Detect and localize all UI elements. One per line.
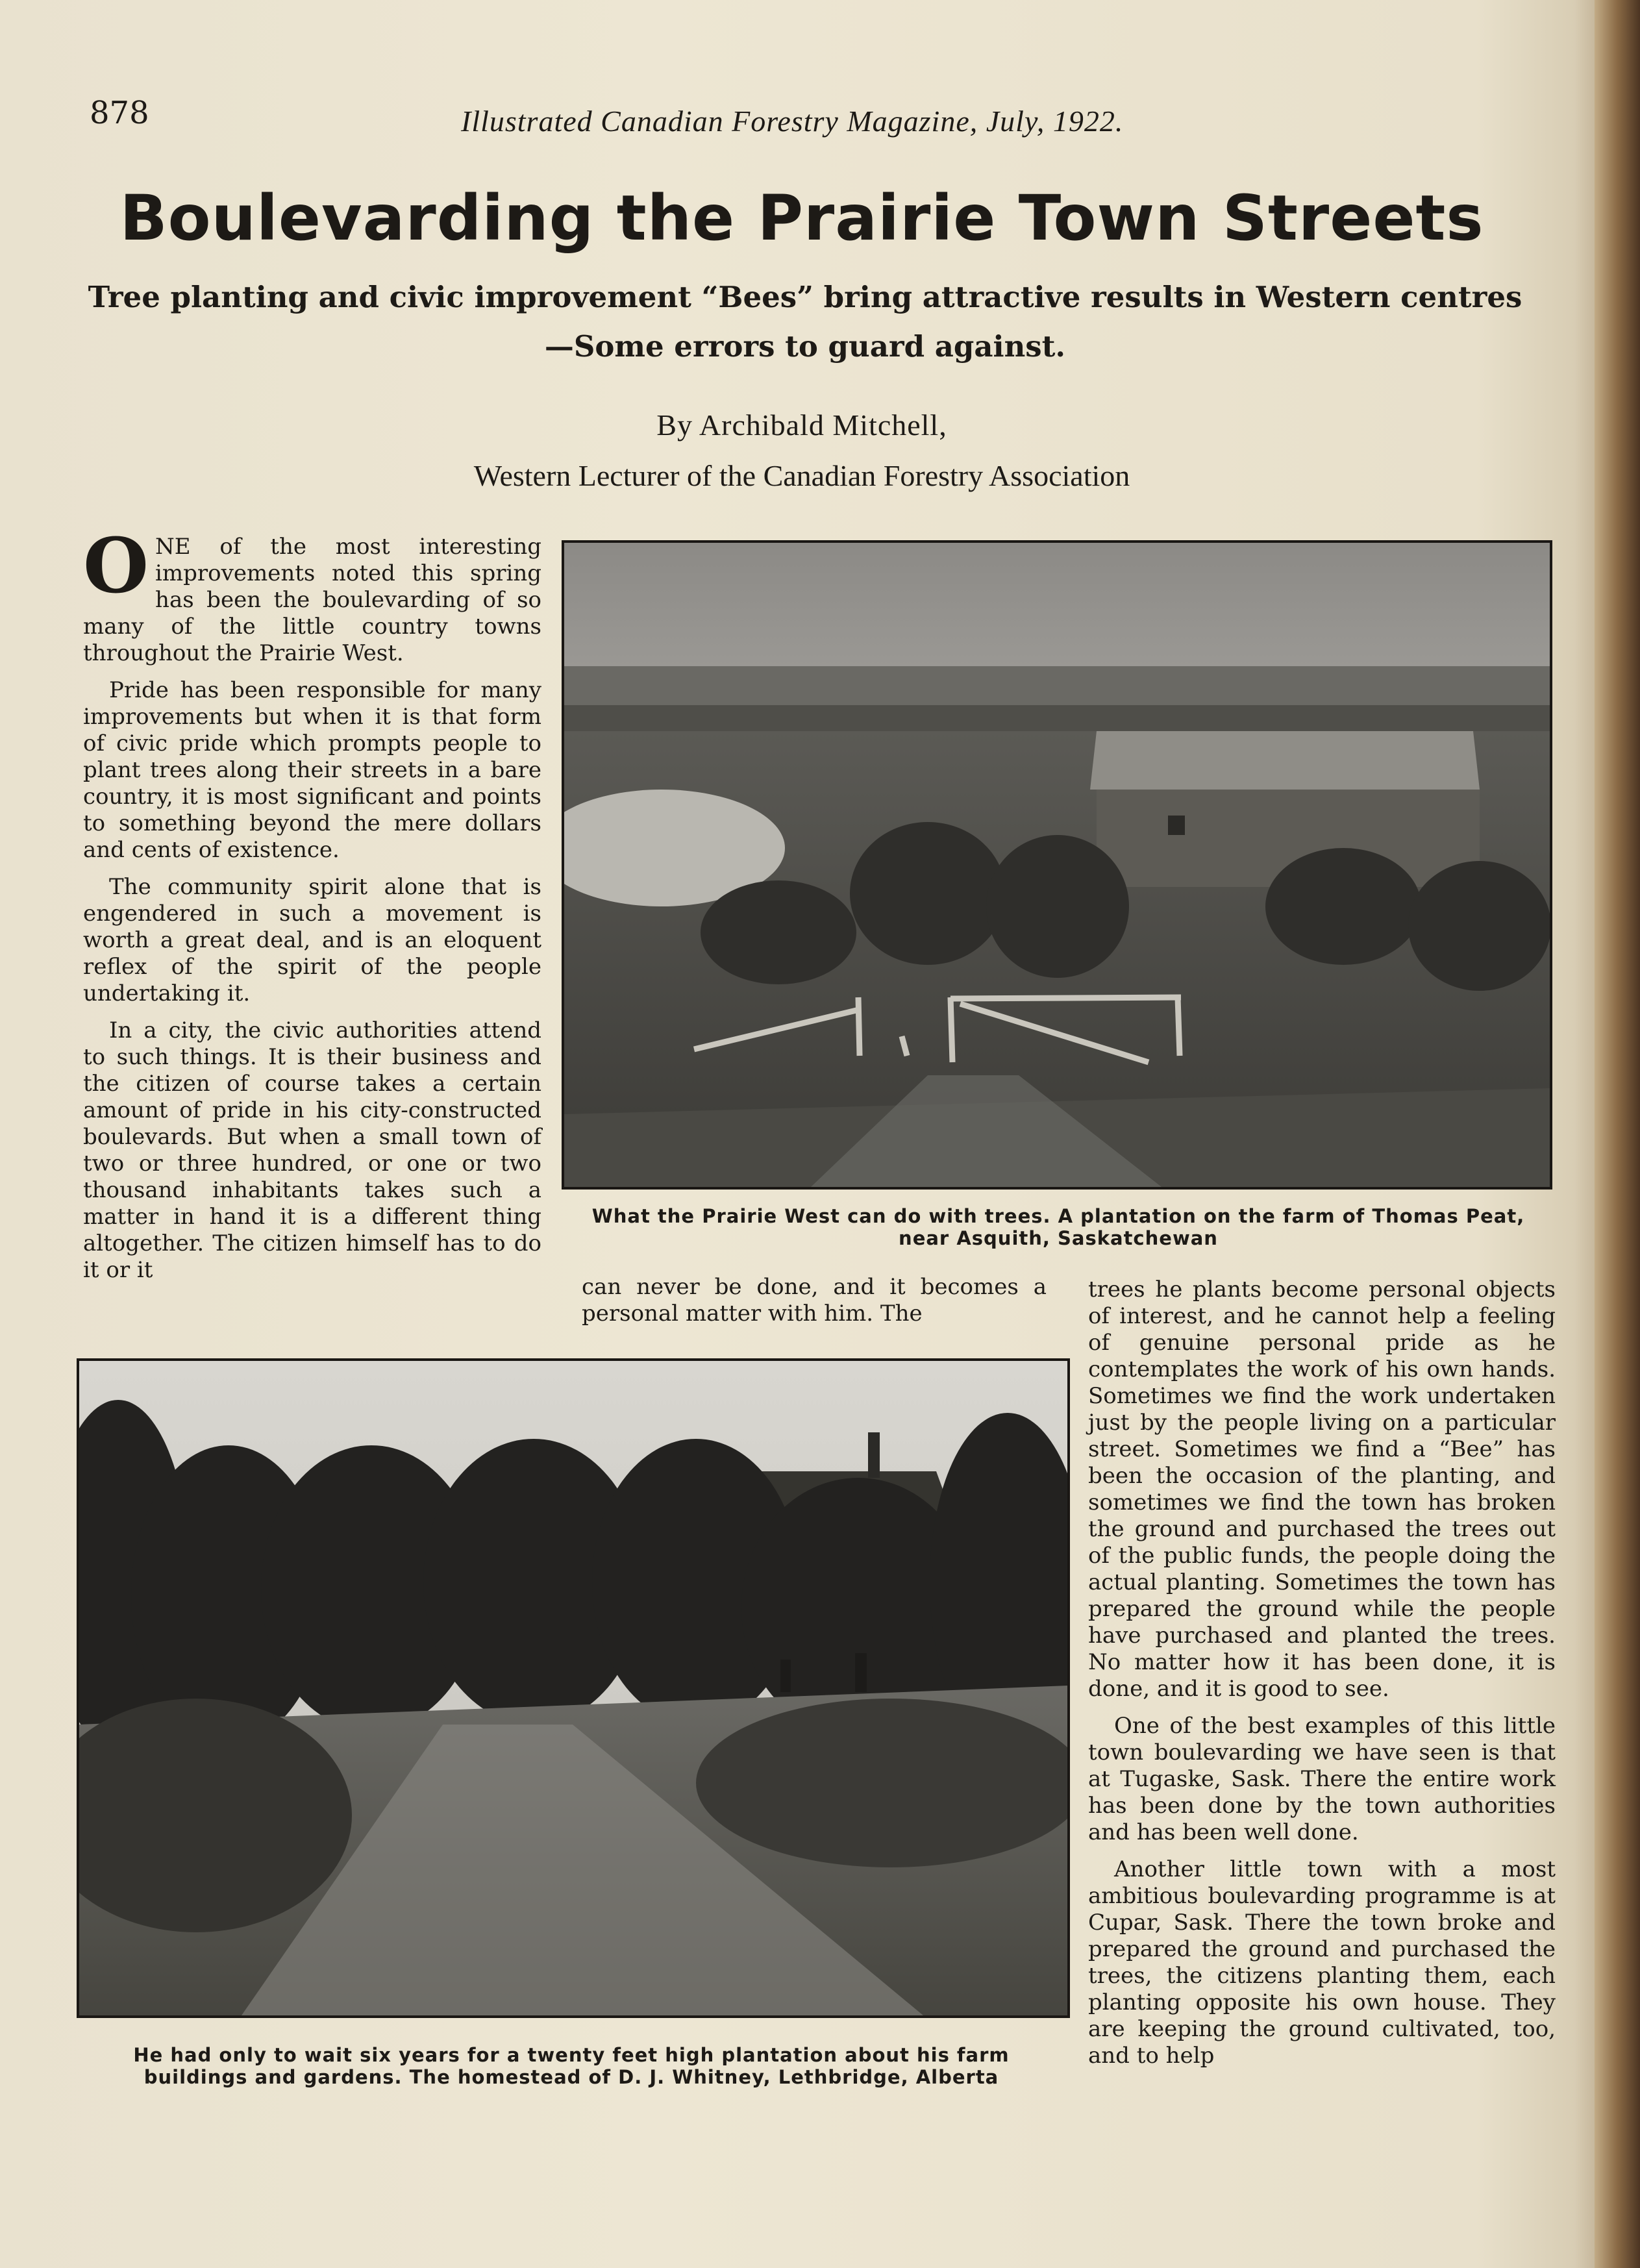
- article-subtitle: Tree planting and civic improvement “Bees” bring attractive results in Western centres —Some errors to guard against.: [88, 280, 1522, 364]
- page-binding-edge: [1595, 0, 1640, 2268]
- paragraph-4-end: trees he plants become personal objects of interest, and he cannot help a feeling of genuine personal pride as he contemplates the work of his own hands. Sometimes we find the work undertaken just by the people living on a particular street. Sometimes we find a “Bee” has been the occasion of the planting, and sometimes we find the town has broken the ground and purchased the trees out of the public funds, the people doing the actual planting. Sometimes the town has prepared the ground while the people have purchased and planted the trees. No matter how it has been done, it is done, and it is good to see.: [1088, 1277, 1556, 1702]
- article-byline: By Archibald Mitchell,: [656, 408, 947, 442]
- paragraph-5: One of the best examples of this little town boulevarding we have seen is that at Tugaske, Sask. There the entire work has been done by the town authorities and has been well done.: [1088, 1713, 1556, 1845]
- column-left-top: [83, 522, 541, 1294]
- photo-plantation-farm: [562, 540, 1552, 1190]
- paragraph-3: The community spirit alone that is engendered in such a movement is worth a great deal, and is an eloquent reflex of the spirit of the people undertaking it.: [83, 874, 541, 1006]
- paragraph-6: Another little town with a most ambitious boulevarding programme is at Cupar, Sask. There the town broke and prepared the ground and purchased the trees, the citizens planting them, each planting opposite his own house. They are keeping the ground cultivated, too, and to help: [1088, 1856, 1556, 2069]
- paragraph-2: Pride has been responsible for many improvements but when it is that form of civic pride which prompts people to plant trees along their streets in a bare country, it is most significant and points to something beyond the mere dollars and cents of existence.: [83, 677, 541, 863]
- column-right: [1088, 1277, 1556, 2080]
- paragraph-4-continued: can never be done, and it becomes a personal matter with him. The: [582, 1274, 1047, 1327]
- paragraph-1-text: NE of the most interesting improvements noted this spring has been the boulevarding of so many of the little country towns throughout the Prairie West.: [83, 534, 541, 666]
- article-title: Boulevarding the Prairie Town Streets: [119, 182, 1484, 255]
- paragraph-1: [83, 522, 541, 667]
- drop-cap: O: [83, 522, 149, 610]
- photo-homestead-plantation: [77, 1358, 1070, 2018]
- author-affiliation: Western Lecturer of the Canadian Forestry Association: [473, 459, 1130, 492]
- page-number: 878: [90, 95, 149, 131]
- paragraph-4-start: In a city, the civic authorities attend to such things. It is their business and the citizen of course takes a certain amount of pride in his city-constructed boulevards. But when a small town of two or three hundred, or one or two thousand inhabitants takes such a matter in hand it is a different thing altogether. The citizen himself has to do it or it: [83, 1017, 541, 1283]
- top-photo-caption: What the Prairie West can do with trees. A plantation on the farm of Thomas Peat, near Asquith, Saskatchewan: [591, 1205, 1525, 1249]
- running-header: Illustrated Canadian Forestry Magazine, July, 1922.: [461, 105, 1124, 138]
- column-middle: [582, 1274, 1047, 1338]
- bottom-photo-caption: He had only to wait six years for a twenty feet high plantation about his farm buildings and gardens. The homestead of D. J. Whitney, Lethbridge, Alberta: [133, 2044, 1010, 2088]
